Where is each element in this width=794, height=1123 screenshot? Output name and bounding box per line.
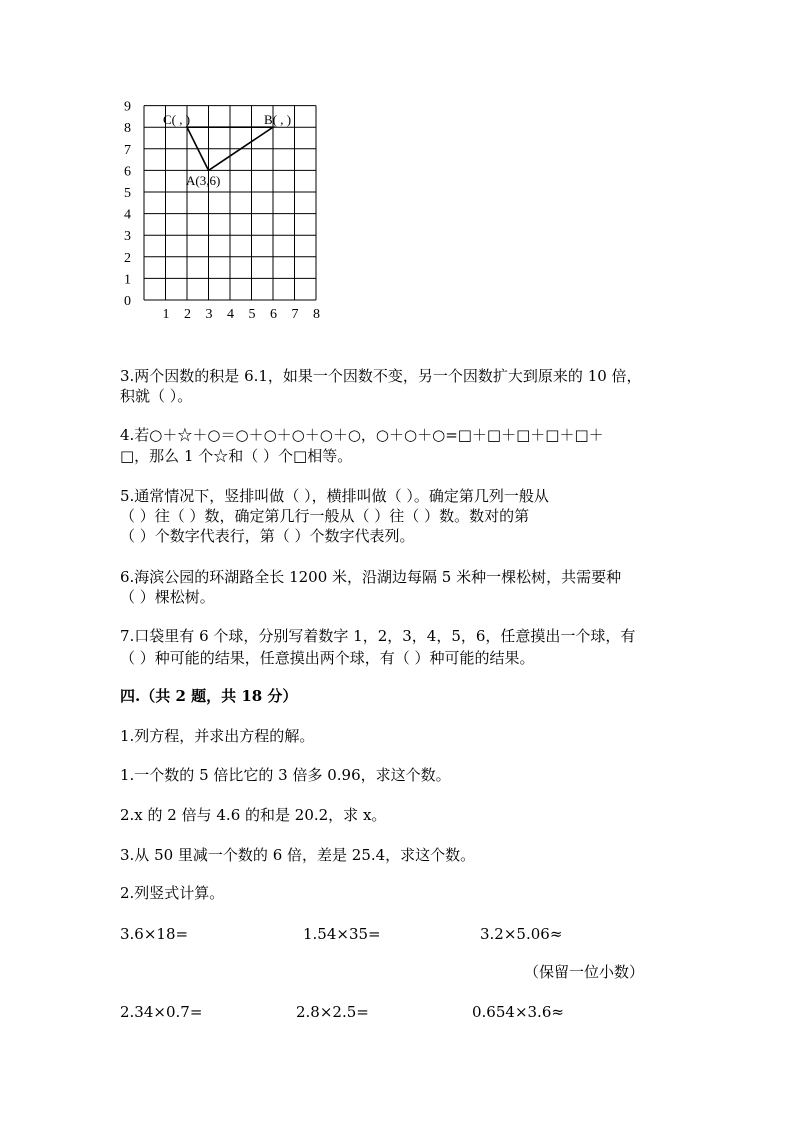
y-tick-label: 3: [124, 229, 131, 245]
x-tick-label: 4: [227, 307, 234, 322]
problem-1-title: 1.列方程，并求出方程的解。: [120, 727, 315, 745]
problem-1-item-2: 2.x 的 2 倍与 4.6 的和是 20.2，求 x。: [120, 806, 387, 824]
x-tick-label: 8: [313, 307, 320, 322]
calc-5: 2.8×2.5=: [296, 1003, 369, 1021]
point-c-label: C( , ): [163, 112, 191, 127]
problem-1-item-1: 1.一个数的 5 倍比它的 3 倍多 0.96，求这个数。: [120, 766, 451, 784]
x-tick-label: 1: [162, 307, 170, 322]
y-tick-label: 7: [124, 142, 131, 158]
section-4-heading: 四.（共 2 题，共 18 分）: [120, 687, 298, 705]
q6-line-2: （ ）棵松树。: [120, 588, 215, 606]
x-tick-label: 3: [205, 307, 213, 322]
y-tick-label: 9: [124, 99, 131, 115]
q5-line-1: 5.通常情况下，竖排叫做（ ），横排叫做（ ）。确定第几列一般从: [120, 487, 549, 505]
q7-line-1: 7.口袋里有 6 个球，分别写着数字 1，2，3，4，5，6，任意摸出一个球，有: [120, 627, 636, 645]
calc-3: 3.2×5.06≈: [480, 925, 563, 943]
q6-line-1: 6.海滨公园的环湖路全长 1200 米，沿湖边每隔 5 米种一棵松树，共需要种: [120, 568, 622, 586]
x-axis-labels: [163, 307, 321, 322]
problem-2-title: 2.列竖式计算。: [120, 884, 225, 902]
calc-4: 2.34×0.7=: [120, 1003, 203, 1021]
point-a-label: A(3,6): [186, 173, 221, 188]
y-tick-label: 1: [124, 272, 131, 288]
y-axis-labels: [124, 100, 131, 309]
y-tick-label: 8: [124, 121, 131, 137]
calc-1: 3.6×18=: [120, 925, 189, 943]
q3-line-1: 3.两个因数的积是 6.1，如果一个因数不变，另一个因数扩大到原来的 10 倍，: [120, 367, 642, 385]
q7-line-2: （ ）种可能的结果，任意摸出两个球，有（ ）种可能的结果。: [120, 649, 535, 667]
rounding-note: （保留一位小数）: [524, 963, 645, 981]
q5-line-2: （ ）往（ ）数，确定第几行一般从（ ）往（ ）数。数对的第: [120, 507, 530, 525]
x-tick-label: 2: [184, 307, 191, 322]
grid-lines: [144, 106, 316, 300]
coordinate-grid: [0, 0, 794, 330]
x-tick-label: 6: [270, 307, 277, 322]
y-tick-label: 2: [124, 250, 131, 266]
calc-6: 0.654×3.6≈: [472, 1003, 564, 1021]
x-tick-label: 7: [291, 307, 299, 322]
y-tick-label: 6: [124, 164, 131, 180]
problem-1-item-3: 3.从 50 里减一个数的 6 倍，差是 25.4，求这个数。: [120, 846, 476, 864]
point-b-label: B( , ): [264, 112, 292, 127]
q5-line-3: （ ）个数字代表行，第（ ）个数字代表列。: [120, 527, 415, 545]
calc-2: 1.54×35=: [303, 925, 381, 943]
y-tick-label: 4: [124, 207, 131, 223]
y-tick-label: 5: [124, 186, 131, 201]
q4-line-2: □，那么 1 个☆和（ ）个□相等。: [120, 447, 353, 465]
x-tick-label: 5: [248, 307, 256, 322]
q3-line-2: 积就（ ）。: [120, 387, 193, 405]
y-tick-label: 0: [124, 294, 131, 309]
q4-line-1: 4.若○＋☆＋○＝○＋○＋○＋○＋○，○＋○＋○=□＋□＋□＋□＋□＋: [120, 426, 604, 444]
